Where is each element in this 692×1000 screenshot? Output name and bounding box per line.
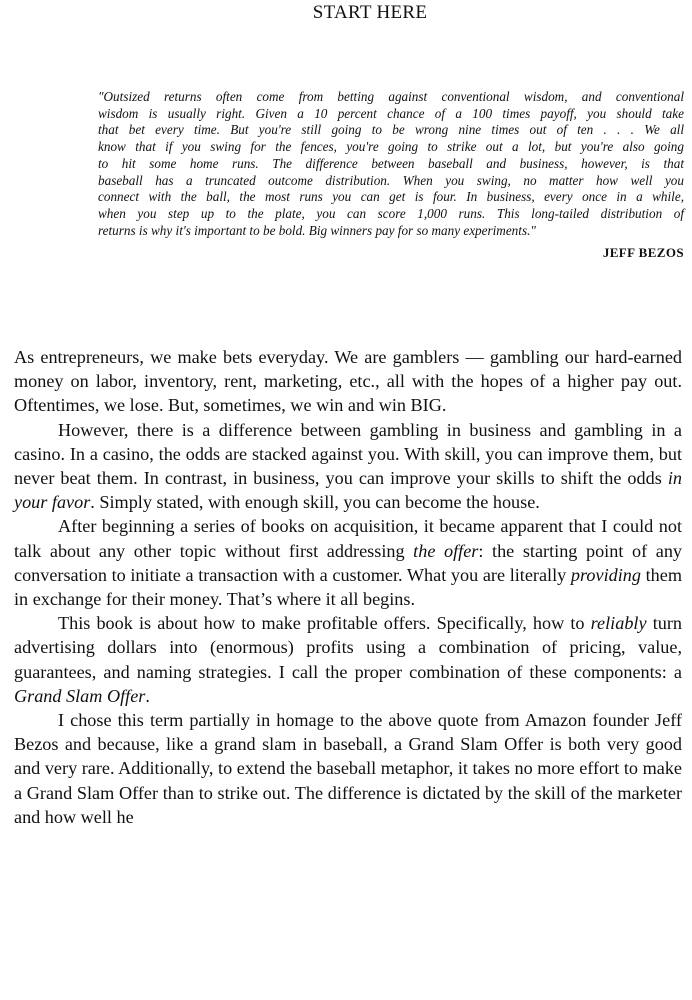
emphasis-text: in your favor xyxy=(14,468,682,513)
chapter-title: START HERE xyxy=(312,2,428,23)
paragraph-text: After beginning a series of books on acquisition, it became apparent that I could not talk about any other topic without first addressing xyxy=(14,516,682,561)
paragraph xyxy=(14,611,682,708)
epigraph-line: returns is why it's important to be bold. Big winners pay for so many experiments." xyxy=(98,222,536,238)
paragraph-text: . Simply stated, with enough skill, you can become the house. xyxy=(90,492,540,513)
epigraph-line: that bet every time. But you're still going to be wrong nine times out of ten . . . We all xyxy=(98,122,684,138)
paragraph xyxy=(14,418,682,515)
paragraph-text: However, there is a difference between gambling in business and gambling in a casino. In a casino, the odds are stacked against you. With skill, you can improve them, but never beat them. In contrast, in business, you can improve your skills to shift the odds xyxy=(14,419,682,489)
paragraph xyxy=(14,708,682,829)
paragraph-text: : the starting point of any conversation to initiate a transaction with a customer. What you are literally xyxy=(14,540,683,585)
emphasis-text: providing xyxy=(570,564,641,585)
epigraph xyxy=(98,89,684,261)
epigraph-author: JEFF BEZOS xyxy=(602,245,684,261)
paragraph-text: turn advertising dollars into (enormous) profits using a combination of pricing, value, guarantees, and naming strategies. I call the proper combination of these components: a xyxy=(14,613,682,682)
emphasis-text: the offer xyxy=(413,540,479,561)
paragraph-text: . xyxy=(145,685,150,706)
epigraph-line: know that if you swing for the fences, you're going to strike out a lot, but you're also going xyxy=(98,139,684,155)
epigraph-quote xyxy=(98,89,684,239)
epigraph-line: to hit some home runs. The difference between baseball and business, however, is that xyxy=(98,155,684,171)
epigraph-line: connect with the ball, the most runs you can get is four. In business, every once in a while, xyxy=(98,189,684,205)
epigraph-line: wisdom is usually right. Given a 10 percent chance of a 100 times payoff, you should take xyxy=(98,105,684,121)
paragraph-text: As entrepreneurs, we make bets everyday. We are gamblers — gambling our hard-earned money on labor, inventory, rent, marketing, etc., all with the hopes of a higher pay out. Oftentimes, we lose. But, sometimes, we win and win BIG. xyxy=(14,347,682,416)
emphasis-text: reliably xyxy=(590,613,647,634)
paragraph-text: This book is about how to make profitable offers. Specifically, how to xyxy=(58,613,591,634)
paragraph-text: them in exchange for their money. That’s where it all begins. xyxy=(14,564,682,610)
paragraph xyxy=(14,514,682,611)
epigraph-line: baseball has a truncated outcome distribution. When you swing, no matter how well you xyxy=(98,172,684,188)
emphasis-text: Grand Slam Offer xyxy=(14,685,146,706)
body-text xyxy=(14,345,682,829)
paragraph-text: I chose this term partially in homage to the above quote from Amazon founder Jeff Bezos and because, like a grand slam in baseball, a Grand Slam Offer is both very good and very rare. Additionally, to extend the baseball metaphor, it takes no more effort to make a Grand Slam Offer than to strike out. The difference is dictated by the skill of the marketer and how well he xyxy=(14,710,682,827)
epigraph-line: when you step up to the plate, you can score 1,000 runs. This long-tailed distribution of xyxy=(98,205,684,221)
epigraph-line: "Outsized returns often come from betting against conventional wisdom, and conventional xyxy=(98,89,684,104)
paragraph xyxy=(14,345,682,418)
